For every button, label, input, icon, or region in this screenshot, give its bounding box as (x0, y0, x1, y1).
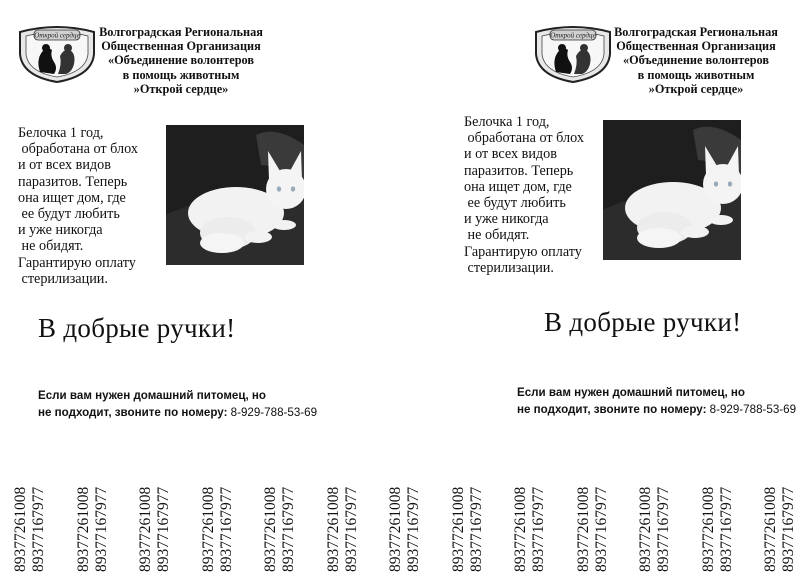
tear-off-tab[interactable] (262, 454, 300, 572)
headline: В добрые ручки! (38, 313, 236, 343)
org-line: «Объединение волонтеров (622, 53, 770, 68)
desc-line: не обидят. (18, 238, 84, 255)
cat-illustration (603, 120, 741, 260)
tear-off-tab[interactable] (762, 454, 800, 572)
contact-info (38, 388, 317, 421)
tear-off-tab[interactable] (637, 454, 675, 572)
tear-off-number-2: 89377167977 (405, 486, 422, 572)
tear-off-number-1: 89377261008 (262, 486, 279, 572)
tear-off-number-2: 89377167977 (155, 486, 172, 572)
phone-number: 8-929-788-53-69 (230, 405, 318, 419)
tear-off-tab-text (12, 454, 50, 572)
tear-off-tab[interactable] (450, 454, 488, 572)
tear-off-tab-text (387, 454, 425, 572)
tear-off-number-2: 89377167977 (717, 486, 735, 572)
tear-off-number-2: 89377167977 (280, 486, 297, 572)
contact-line-2 (517, 402, 796, 419)
tear-off-number-1: 89377261008 (199, 486, 217, 572)
tear-off-number-2: 89377167977 (467, 486, 485, 572)
tear-off-tab-text (325, 454, 363, 572)
headline: В добрые ручки! (544, 307, 742, 337)
tear-off-number-1: 89377261008 (762, 486, 779, 572)
tear-off-tab[interactable] (387, 454, 425, 572)
tear-off-tab-text (512, 454, 550, 572)
contact-info (517, 385, 796, 418)
logo-script-text: Открой сердце (550, 31, 596, 40)
contact-line-1: Если вам нужен домашний питомец, но (517, 386, 746, 399)
pet-description (18, 125, 168, 287)
tear-off-tab[interactable] (575, 454, 613, 572)
org-line: в помощь животным (122, 67, 240, 82)
tear-off-tab[interactable] (325, 454, 363, 572)
desc-line: не обидят. (464, 227, 530, 244)
cat-illustration (166, 125, 304, 265)
tear-off-number-2: 89377167977 (592, 486, 610, 572)
desc-line: Гарантирую оплату (464, 243, 582, 260)
tear-off-tab[interactable] (200, 454, 238, 572)
desc-line: стерилизации. (18, 270, 108, 287)
tear-off-strips (0, 454, 807, 572)
org-line: в помощь животным (637, 67, 755, 82)
tear-off-tab[interactable] (512, 454, 550, 572)
tear-off-tab[interactable] (12, 454, 50, 572)
tear-off-number-1: 89377261008 (12, 486, 29, 572)
desc-line: и уже никогда (464, 211, 549, 228)
logo-script-text: Открой сердце (34, 31, 80, 40)
org-logo (530, 24, 616, 84)
contact-line-2-text: не подходит, звоните по номеру: (517, 402, 710, 416)
desc-line: она ищет дом, где (464, 178, 572, 195)
desc-line: паразитов. Теперь (464, 162, 574, 179)
tear-off-number-2: 89377167977 (655, 486, 672, 572)
desc-line: обработана от блох (18, 141, 138, 158)
tear-off-tab-text (575, 454, 613, 572)
desc-line: и от всех видов (464, 146, 557, 163)
tear-off-number-1: 89377261008 (324, 486, 342, 572)
desc-line: ее будут любить (464, 195, 566, 212)
tear-off-number-1: 89377261008 (74, 486, 92, 572)
tear-off-number-1: 89377261008 (387, 486, 404, 572)
org-line: Волгоградская Региональная (99, 25, 263, 39)
desc-line: стерилизации. (464, 259, 554, 276)
desc-line: и уже никогда (18, 222, 103, 239)
desc-line: Гарантирую оплату (18, 254, 136, 271)
contact-line-1: Если вам нужен домашний питомец, но (38, 389, 267, 402)
org-name (606, 25, 786, 96)
tear-off-number-2: 89377167977 (217, 486, 235, 572)
cat-photo (603, 120, 741, 260)
tear-off-tab-text (762, 454, 800, 572)
tear-off-number-2: 89377167977 (342, 486, 360, 572)
desc-line: она ищет дом, где (18, 189, 126, 206)
tear-off-tab-text (200, 454, 238, 572)
tear-off-tab-text (637, 454, 675, 572)
tear-off-number-1: 89377261008 (137, 486, 154, 572)
desc-line: обработана от блох (464, 130, 584, 147)
org-logo (14, 24, 100, 84)
tear-off-tab-text (75, 454, 113, 572)
desc-line: Белочка 1 год, (18, 125, 104, 141)
desc-line: ее будут любить (18, 206, 120, 223)
org-line: »Открой сердце» (648, 81, 744, 96)
tear-off-number-1: 89377261008 (637, 486, 654, 572)
pet-description (464, 114, 614, 276)
tear-off-tab[interactable] (700, 454, 738, 572)
tear-off-tab-text (262, 454, 300, 572)
contact-line-2-text: не подходит, звоните по номеру: (38, 405, 231, 419)
tear-off-tab-text (137, 454, 175, 572)
tear-off-number-2: 89377167977 (530, 486, 547, 572)
cat-photo (166, 125, 304, 265)
org-name (91, 25, 271, 96)
tear-off-number-1: 89377261008 (574, 486, 592, 572)
tear-off-tab-text (450, 454, 488, 572)
org-line: Волгоградская Региональная (614, 25, 778, 39)
tear-off-tab[interactable] (75, 454, 113, 572)
tear-off-number-1: 89377261008 (512, 486, 529, 572)
org-line: Общественная Организация (101, 39, 261, 54)
org-line: »Открой сердце» (133, 81, 229, 96)
tear-off-number-1: 89377261008 (699, 486, 717, 572)
contact-line-2 (38, 405, 317, 422)
tear-off-number-2: 89377167977 (780, 486, 797, 572)
tear-off-tab[interactable] (137, 454, 175, 572)
tear-off-tab-text (700, 454, 738, 572)
phone-number: 8-929-788-53-69 (709, 402, 797, 416)
org-line: «Объединение волонтеров (107, 53, 255, 68)
org-line: Общественная Организация (616, 39, 776, 54)
tear-off-number-2: 89377167977 (92, 486, 110, 572)
tear-off-number-1: 89377261008 (449, 486, 467, 572)
desc-line: паразитов. Теперь (18, 173, 128, 190)
desc-line: и от всех видов (18, 157, 111, 174)
tear-off-number-2: 89377167977 (30, 486, 47, 572)
desc-line: Белочка 1 год, (464, 114, 550, 130)
